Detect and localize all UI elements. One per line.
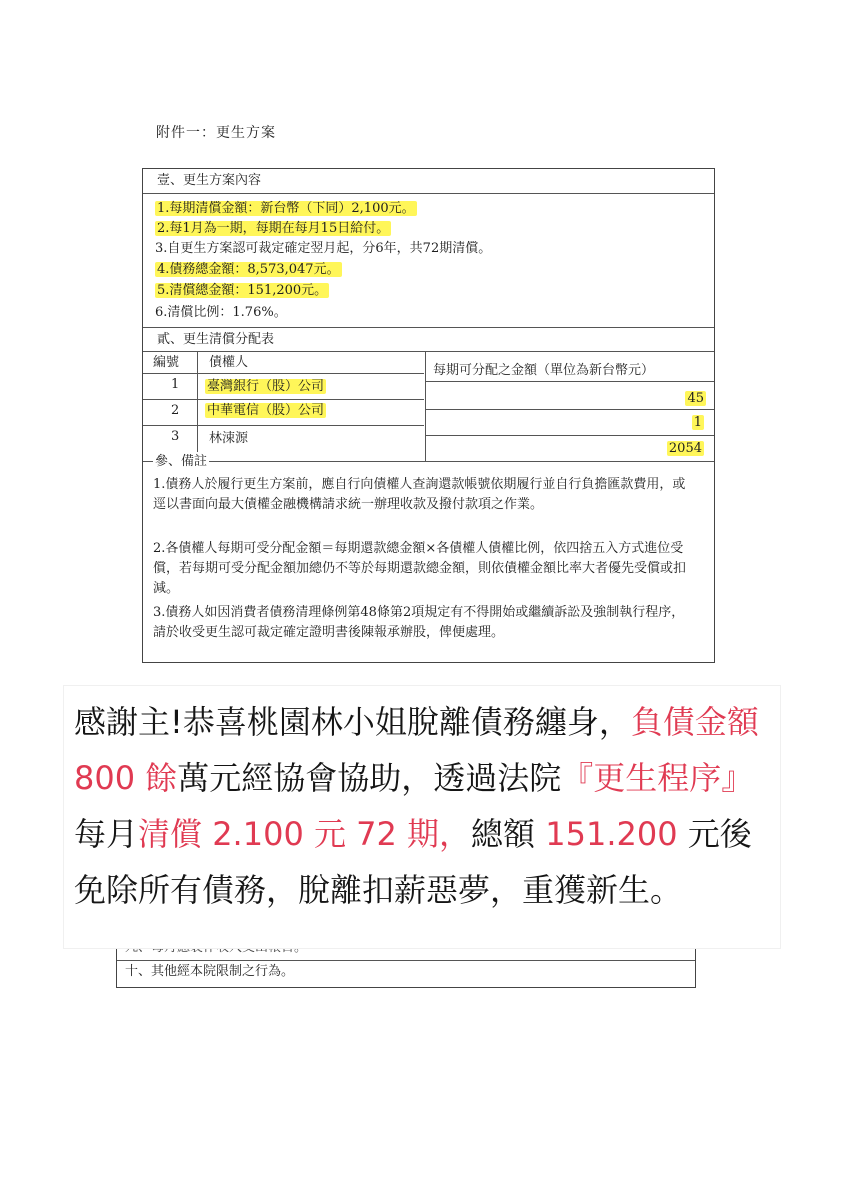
note-1: 1.債務人於履行更生方案前，應自行向債權人查詢還款帳號依期履行並自行負擔匯款費用，或逕以書面向最大債權金融機構請求統一辦理收款及撥付款項之作業。 [153,477,686,512]
row1-creditor: 臺灣銀行（股）公司 [207,379,325,394]
section2-title: 貳、更生清償分配表 [157,332,275,347]
section3-title: 參、備註 [153,452,209,472]
plan-item-3: 3.自更生方案認可裁定確定翌月起，分6年，共72期清償。 [155,241,492,256]
restriction-item-10: 十、其他經本院限制之行為。 [125,964,295,979]
plan-item-4: 4.債務總金額：8,573,047元。 [157,262,340,277]
plan-item-2: 2.每1月為一期，每期在每月15日給付。 [157,221,390,236]
row3-creditor: 林涑源 [209,431,249,446]
attachment-title: 附件一：更生方案 [156,125,276,141]
row1-amount: 45 [687,391,704,406]
row2-amount: 1 [693,415,702,430]
header-number: 編號 [153,355,180,370]
row3-amount: 2054 [668,441,702,456]
caption-overlay [64,686,780,948]
header-creditor: 債權人 [209,355,249,370]
note-2: 2.各債權人每期可受分配金額＝每期還款總金額×各債權人債權比例，依四捨五入方式進位受償，若每期可受分配金額加總仍不等於每期還款總金額，則依債權金額比率大者優先受償或扣減。 [153,541,687,596]
row2-number: 2 [171,403,180,418]
section1-title: 壹、更生方案內容 [157,173,262,188]
row3-number: 3 [171,429,180,444]
row2-creditor: 中華電信（股）公司 [207,403,325,418]
plan-item-1: 1.每期清償金額：新台幣（下同）2,100元。 [157,201,415,216]
row1-number: 1 [171,377,180,392]
plan-item-5: 5.清償總金額：151,200元。 [157,283,328,298]
caption-text: 感謝主!恭喜桃園林小姐脫離債務纏身，負債金額 800 餘萬元經協會協助，透過法院『更生程序』每月清償 2.100 元 72 期，總額 151.200 元後免除所有債務，脫離扣薪惡夢，重獲新生。 [74,703,759,909]
note-3: 3.債務人如因消費者債務清理條例第48條第2項規定有不得開始或繼續訴訟及強制執行程序，請於收受更生認可裁定確定證明書後陳報承辦股，俾便處理。 [153,605,685,640]
plan-item-6: 6.清償比例：1.76%。 [155,305,287,320]
plan-table [142,168,715,663]
header-amount: 每期可分配之金額（單位為新台幣元） [433,363,655,378]
